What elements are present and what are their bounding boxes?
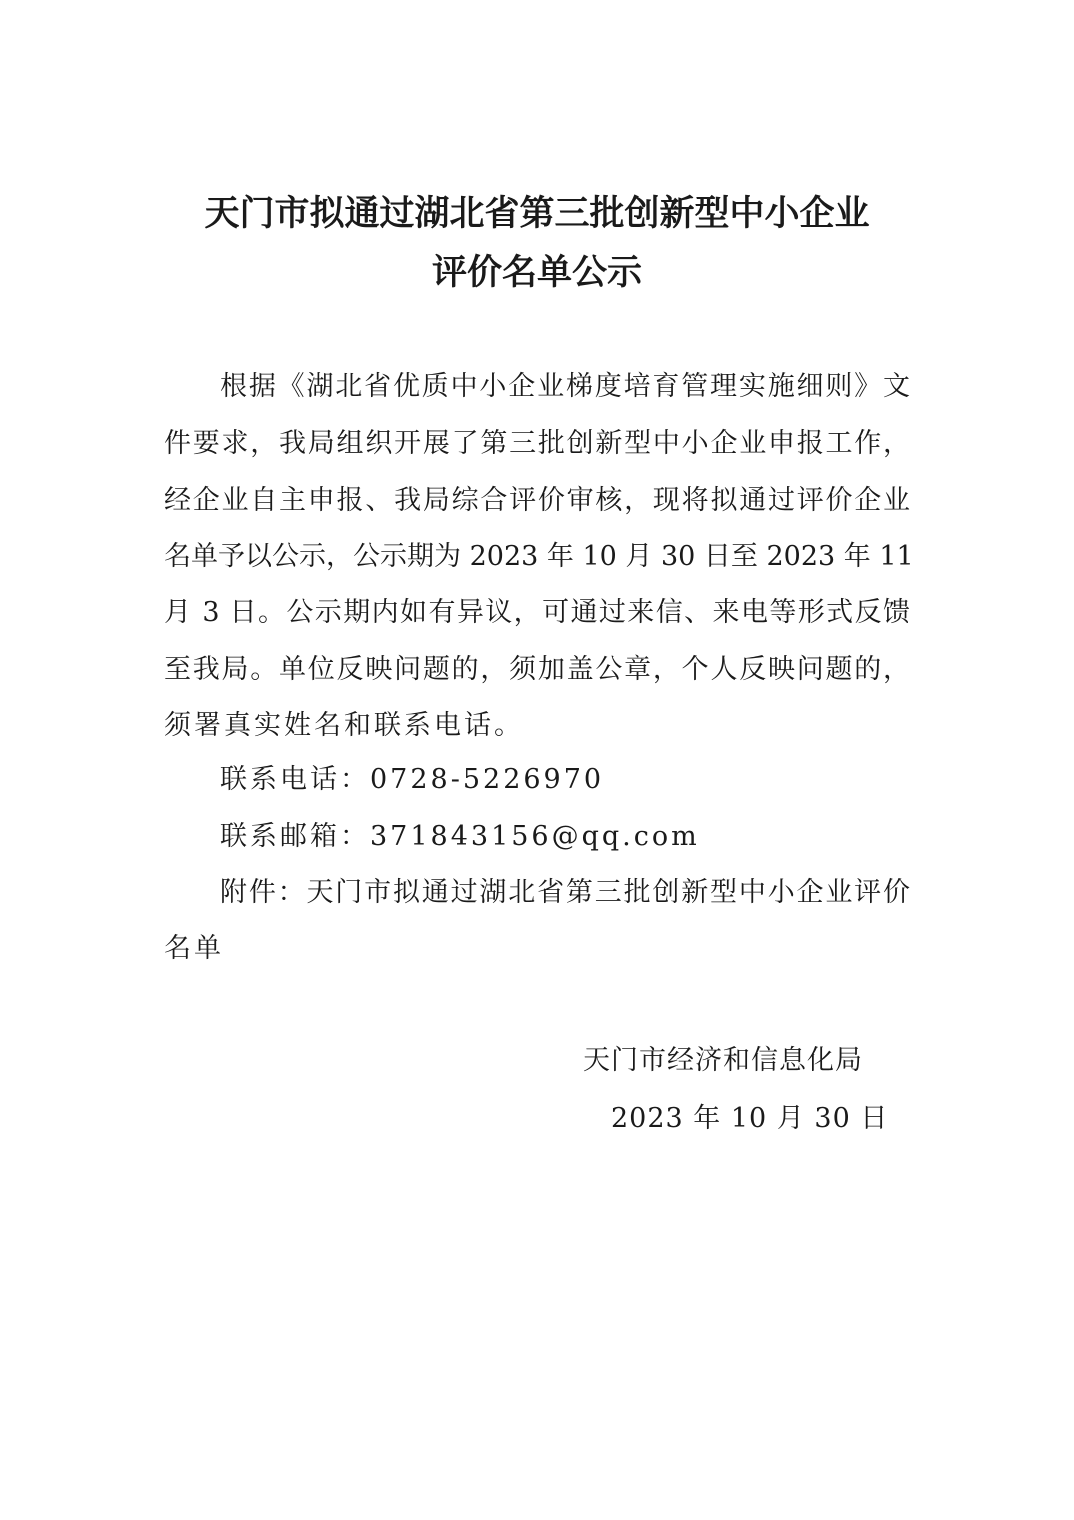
document-title-line-1: 天门市拟通过湖北省第三批创新型中小企业 <box>204 193 870 234</box>
body-line-3: 经企业自主申报、我局综合评价审核，现将拟通过评价企业 <box>164 485 910 516</box>
body-line-6: 至我局。单位反映问题的，须加盖公章，个人反映问题的， <box>164 654 910 685</box>
signature-organization: 天门市经济和信息化局 <box>583 1045 863 1076</box>
body-line-2: 件要求，我局组织开展了第三批创新型中小企业申报工作， <box>164 428 910 459</box>
contact-email: 联系邮箱：371843156@qq.com <box>220 821 700 852</box>
body-line-5: 月 3 日。公示期内如有异议，可通过来信、来电等形式反馈 <box>164 597 910 628</box>
signature-date: 2023 年 10 月 30 日 <box>611 1103 889 1134</box>
attachment-line-1: 附件：天门市拟通过湖北省第三批创新型中小企业评价 <box>220 877 910 908</box>
attachment-line-2: 名单 <box>164 933 224 964</box>
body-line-7: 须署真实姓名和联系电话。 <box>164 710 524 741</box>
contact-phone: 联系电话：0728-5226970 <box>220 764 605 795</box>
document-title-line-2: 评价名单公示 <box>431 252 642 293</box>
body-line-4: 名单予以公示，公示期为 2023 年 10 月 30 日至 2023 年 11 <box>164 541 914 572</box>
body-line-1: 根据《湖北省优质中小企业梯度培育管理实施细则》文 <box>220 371 910 402</box>
